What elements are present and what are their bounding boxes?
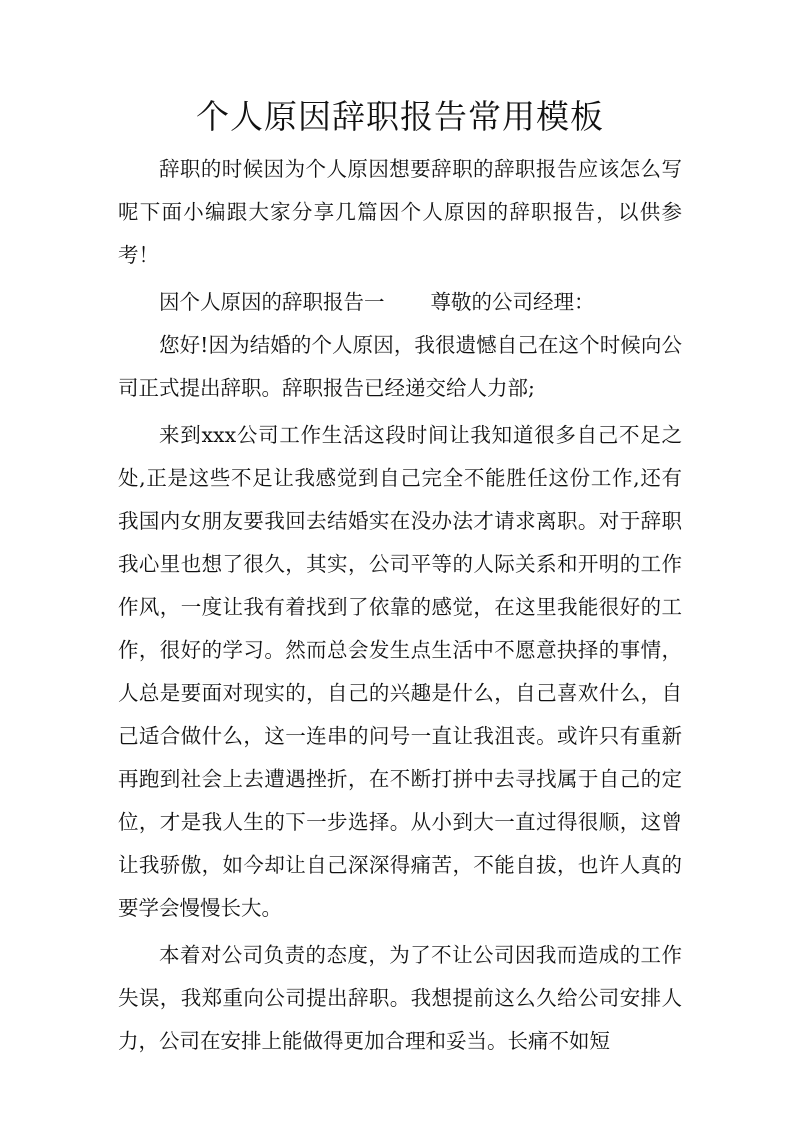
- section-heading: 因个人原因的辞职报告一: [159, 290, 385, 314]
- body-paragraph: 本着对公司负责的态度，为了不让公司因我而造成的工作失误，我郑重向公司提出辞职。我想提前这么久给公司安排人力，公司在安排上能做得更加合理和妥当。长痛不如短: [118, 943, 682, 1053]
- intro-paragraph: 辞职的时候因为个人原因想要辞职的辞职报告应该怎么写呢下面小编跟大家分享几篇因个人原因的辞职报告，以供参考！: [118, 157, 682, 267]
- body-paragraph: 来到xxx公司工作生活这段时间让我知道很多自己不足之处,正是这些不足让我感觉到自己完全不能胜任这份工作,还有我国内女朋友要我回去结婚实在没办法才请求离职。对于辞职我心里也想了很久，其实，公司平等的人际关系和开明的工作作风，一度让我有着找到了依靠的感觉，在这里我能很好的工作，很好的学习。然而总会发生点生活中不愿意抉择的事情，人总是要面对现实的，自己的兴趣是什么，自己喜欢什么，自己适合做什么，这一连串的问号一直让我沮丧。或许只有重新再跑到社会上去遭遇挫折，在不断打拼中去寻找属于自己的定位，才是我人生的下一步选择。从小到大一直过得很顺，这曾让我骄傲，如今却让自己深深得痛苦，不能自拔，也许人真的要学会慢慢长大。: [118, 423, 682, 920]
- salutation: 尊敬的公司经理：: [430, 290, 595, 314]
- greeting-paragraph: 您好!因为结婚的个人原因，我很遗憾自己在这个时候向公司正式提出辞职。辞职报告已经递交给人力部;: [118, 333, 682, 400]
- document-title: 个人原因辞职报告常用模板: [196, 97, 604, 136]
- section-heading-line: [118, 281, 682, 324]
- document-body: [118, 148, 682, 1067]
